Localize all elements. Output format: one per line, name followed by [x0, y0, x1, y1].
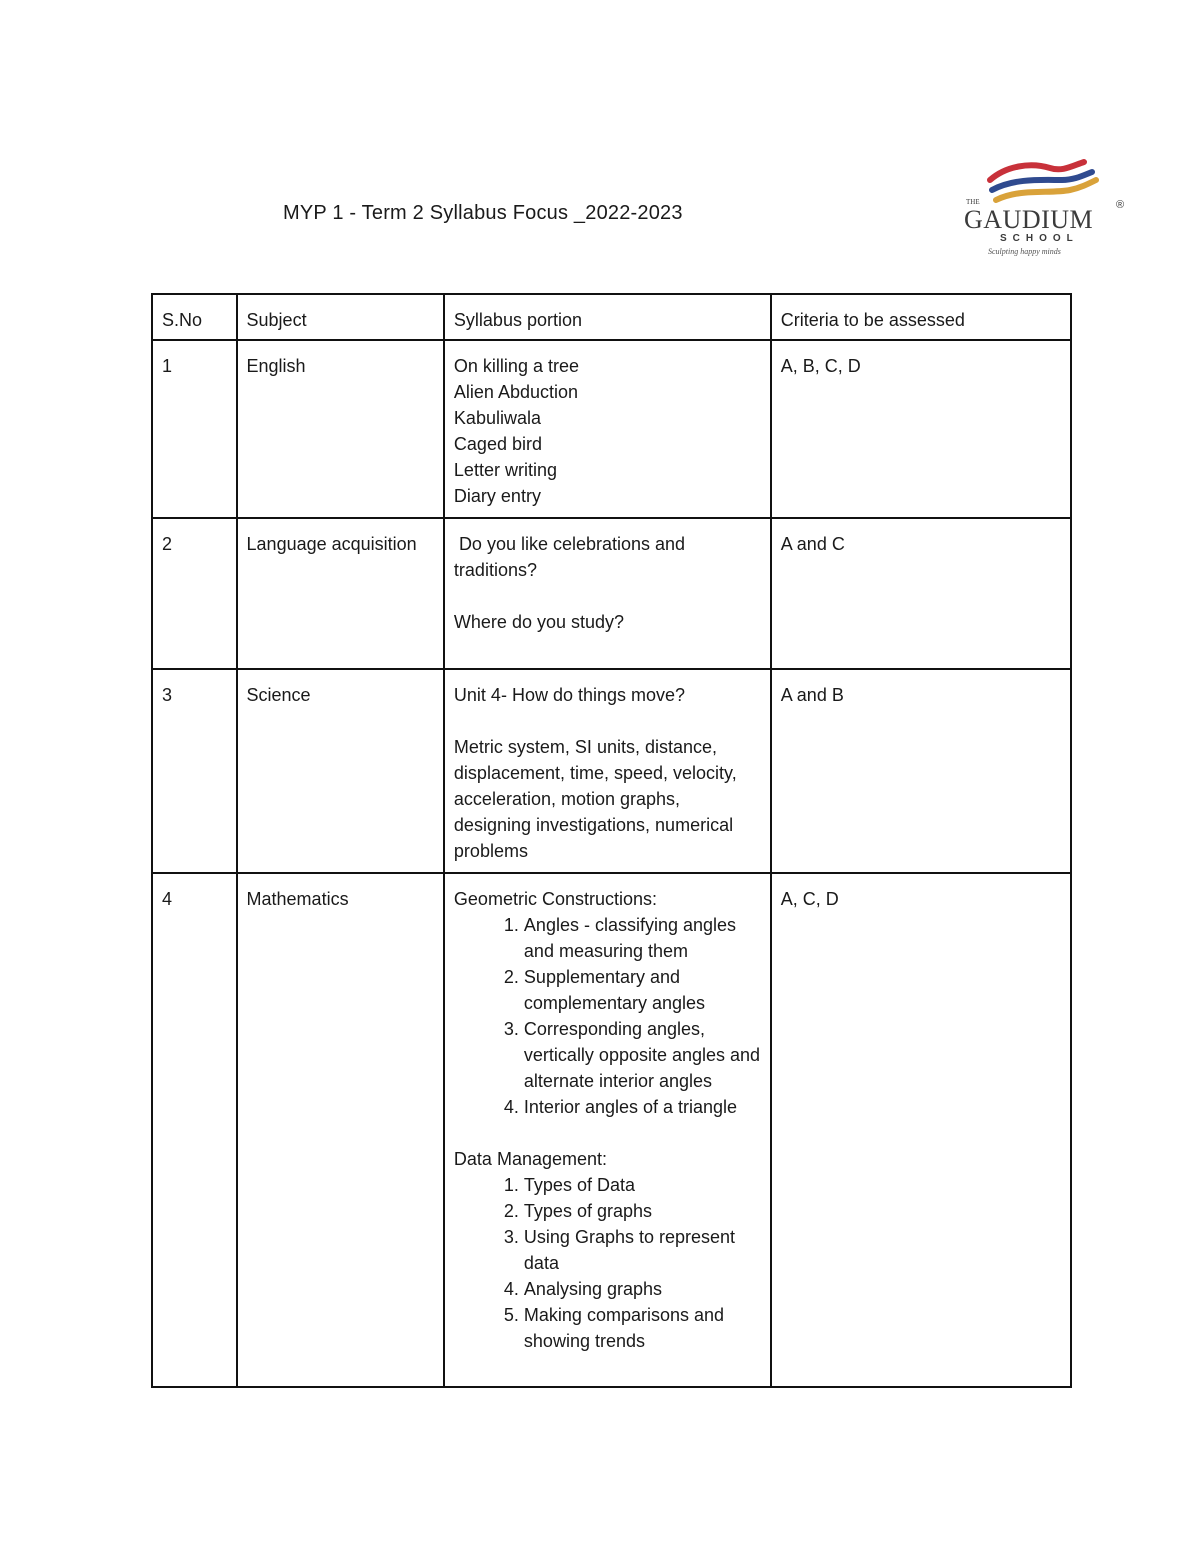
section-title-geometric: Geometric Constructions: — [453, 889, 657, 909]
list-item: 4. Interior angles of a triangle — [524, 1094, 761, 1120]
table-row — [152, 669, 1071, 873]
list-item: 3. Using Graphs to represent data — [524, 1224, 761, 1276]
portion-line: Caged bird — [453, 434, 542, 454]
row-sno: 4 — [152, 873, 237, 1387]
gaudium-logo-graphic — [958, 158, 1130, 260]
geometric-list — [454, 912, 761, 1120]
row-syllabus-portion — [444, 340, 771, 518]
school-logo — [958, 158, 1130, 260]
logo-prefix: THE — [966, 198, 980, 206]
portion-line: Diary entry — [453, 486, 541, 506]
portion-line: On killing a tree — [453, 356, 579, 376]
portion-question: Where do you study? — [453, 612, 625, 632]
row-subject: Mathematics — [237, 873, 444, 1387]
list-item: 1. Angles - classifying angles and measuring them — [524, 912, 761, 964]
syllabus-table — [151, 293, 1072, 1388]
header-criteria: Criteria to be assessed — [771, 294, 1071, 340]
row-criteria: A and B — [771, 669, 1071, 873]
row-syllabus-portion — [444, 873, 771, 1387]
row-syllabus-portion — [444, 518, 771, 669]
table-row — [152, 873, 1071, 1387]
row-syllabus-portion — [444, 669, 771, 873]
row-subject: Science — [237, 669, 444, 873]
table-header-row — [152, 294, 1071, 340]
page-title: MYP 1 - Term 2 Syllabus Focus _2022-2023 — [283, 202, 683, 224]
row-sno: 2 — [152, 518, 237, 669]
header-subject: Subject — [237, 294, 444, 340]
row-subject: Language acquisition — [237, 518, 444, 669]
row-criteria: A and C — [771, 518, 1071, 669]
portion-unit: Unit 4- How do things move? — [453, 685, 686, 705]
portion-line: Alien Abduction — [453, 382, 579, 402]
logo-subtitle: SCHOOL — [1000, 233, 1079, 244]
list-item: 3. Corresponding angles, vertically opposite angles and alternate interior angles — [524, 1016, 761, 1094]
list-item: 1. Types of Data — [524, 1172, 761, 1198]
section-title-data-management: Data Management: — [453, 1149, 608, 1169]
list-item: 2. Supplementary and complementary angles — [524, 964, 761, 1016]
portion-question: Do you like celebrations and traditions? — [453, 534, 691, 580]
list-item: 4. Analysing graphs — [524, 1276, 761, 1302]
header-sno: S.No — [152, 294, 237, 340]
table-row — [152, 340, 1071, 518]
data-management-list — [454, 1172, 761, 1354]
row-sno: 1 — [152, 340, 237, 518]
portion-line: Kabuliwala — [453, 408, 541, 428]
portion-line: Letter writing — [453, 460, 557, 480]
header-syllabus-portion: Syllabus portion — [444, 294, 771, 340]
logo-name: GAUDIUM — [964, 205, 1094, 234]
portion-topics: Metric system, SI units, distance, displacement, time, speed, velocity, acceleration, motion graphs, designing investigations, numerical problems — [453, 737, 737, 861]
row-criteria: A, C, D — [771, 873, 1071, 1387]
row-sno: 3 — [152, 669, 237, 873]
table-row — [152, 518, 1071, 669]
list-item: 5. Making comparisons and showing trends — [524, 1302, 761, 1354]
list-item: 2. Types of graphs — [524, 1198, 761, 1224]
logo-tagline: Sculpting happy minds — [988, 247, 1061, 256]
row-subject: English — [237, 340, 444, 518]
row-criteria: A, B, C, D — [771, 340, 1071, 518]
logo-registered-mark: ® — [1116, 199, 1125, 211]
